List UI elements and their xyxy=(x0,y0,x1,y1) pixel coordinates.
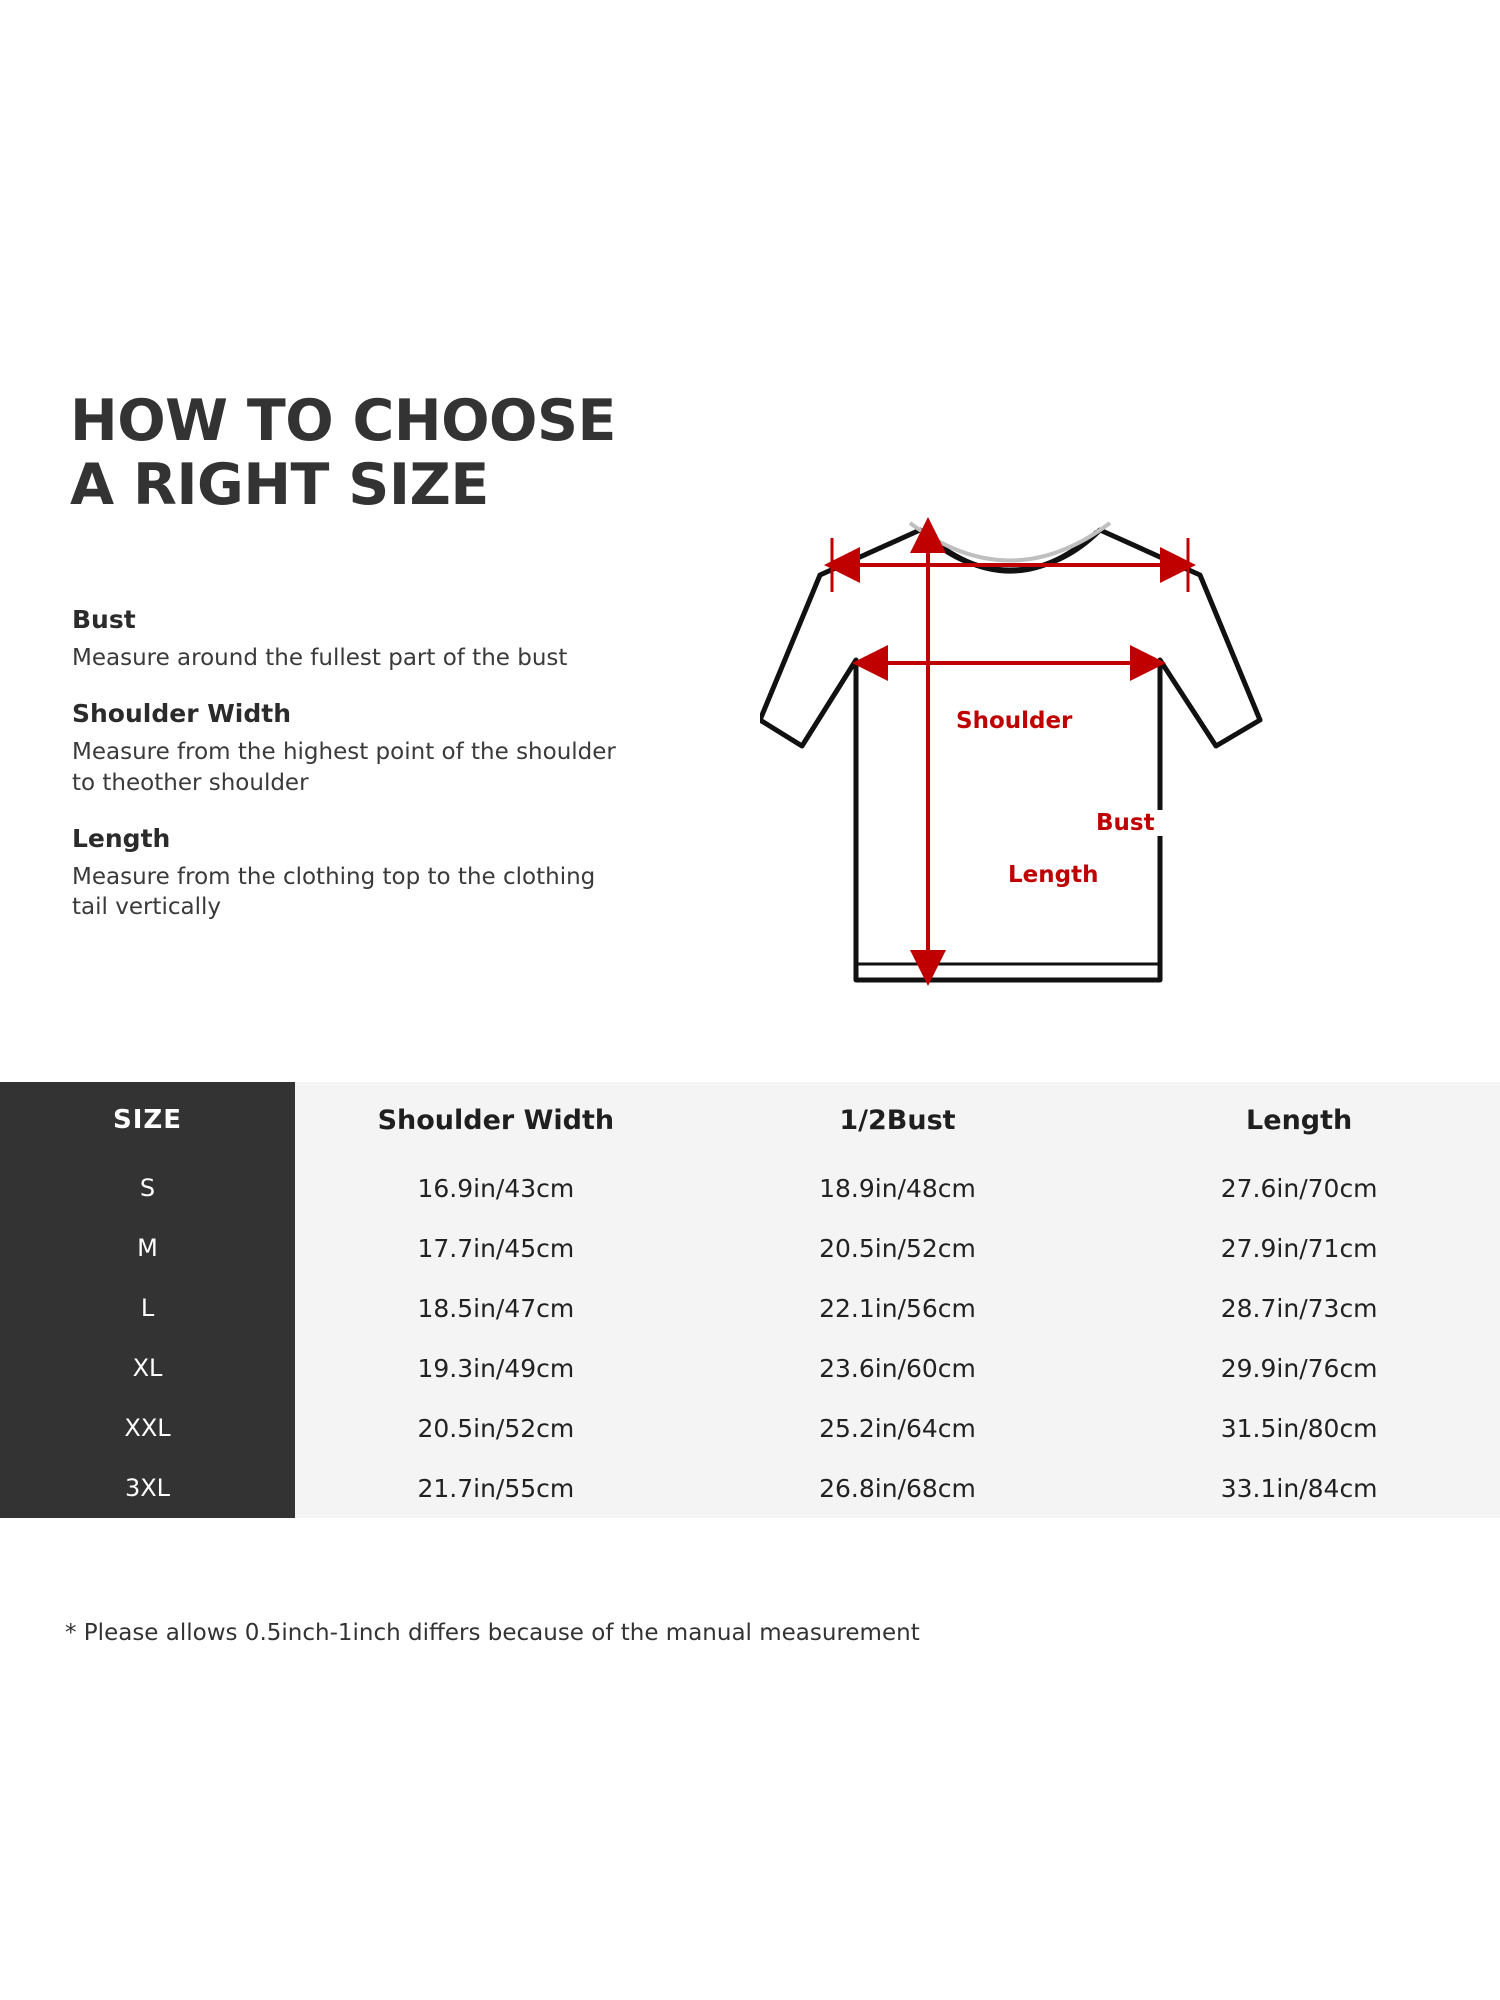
definition-term: Length xyxy=(72,824,171,854)
cell-shoulder-width: 21.7in/55cm xyxy=(295,1458,697,1518)
cell-half-bust: 22.1in/56cm xyxy=(697,1278,1099,1338)
column-header-half-bust: 1/2Bust xyxy=(697,1082,1099,1158)
page-title-line1: HOW TO CHOOSE xyxy=(70,388,616,454)
definition-description: Measure from the clothing top to the clothing tail vertically xyxy=(72,864,596,921)
length-label: Length xyxy=(1008,862,1099,888)
cell-shoulder-width: 19.3in/49cm xyxy=(295,1338,697,1398)
size-table-header xyxy=(0,1082,1500,1158)
table-row xyxy=(0,1158,1500,1218)
cell-length: 33.1in/84cm xyxy=(1098,1458,1500,1518)
cell-half-bust: 23.6in/60cm xyxy=(697,1338,1099,1398)
table-row xyxy=(0,1338,1500,1398)
cell-size: XL xyxy=(0,1338,295,1398)
table-row xyxy=(0,1218,1500,1278)
shoulder-label: Shoulder xyxy=(956,708,1073,734)
column-header-shoulder-width: Shoulder Width xyxy=(295,1082,697,1158)
page-title xyxy=(70,390,710,518)
definition-term: Shoulder Width xyxy=(72,699,292,729)
cell-size: 3XL xyxy=(0,1458,295,1518)
table-row xyxy=(0,1278,1500,1338)
cell-shoulder-width: 16.9in/43cm xyxy=(295,1158,697,1218)
cell-half-bust: 25.2in/64cm xyxy=(697,1398,1099,1458)
definition-description: Measure around the fullest part of the bust xyxy=(72,645,568,671)
cell-size: S xyxy=(0,1158,295,1218)
size-table-container xyxy=(0,1082,1500,1518)
table-row xyxy=(0,1458,1500,1518)
cell-shoulder-width: 18.5in/47cm xyxy=(295,1278,697,1338)
definition-bust xyxy=(72,605,672,673)
cell-half-bust: 18.9in/48cm xyxy=(697,1158,1099,1218)
cell-length: 27.6in/70cm xyxy=(1098,1158,1500,1218)
cell-half-bust: 26.8in/68cm xyxy=(697,1458,1099,1518)
size-table xyxy=(0,1082,1500,1518)
top-section xyxy=(0,360,1500,1080)
cell-size: L xyxy=(0,1278,295,1338)
column-header-size: SIZE xyxy=(0,1082,295,1158)
tshirt-outline-icon xyxy=(760,523,1260,980)
cell-length: 27.9in/71cm xyxy=(1098,1218,1500,1278)
bust-label: Bust xyxy=(1088,810,1163,836)
definition-length xyxy=(72,824,672,923)
cell-size: XXL xyxy=(0,1398,295,1458)
definition-term: Bust xyxy=(72,605,136,634)
measurement-footnote: * Please allows 0.5inch-1inch differs because of the manual measurement xyxy=(65,1620,920,1646)
tshirt-measurement-diagram xyxy=(760,360,1380,1020)
column-header-length: Length xyxy=(1098,1082,1500,1158)
cell-length: 29.9in/76cm xyxy=(1098,1338,1500,1398)
cell-shoulder-width: 20.5in/52cm xyxy=(295,1398,697,1458)
cell-half-bust: 20.5in/52cm xyxy=(697,1218,1099,1278)
cell-size: M xyxy=(0,1218,295,1278)
page-title-line2: A RIGHT SIZE xyxy=(70,451,489,518)
table-row xyxy=(0,1398,1500,1458)
definition-description: Measure from the highest point of the shoulder to theother shoulder xyxy=(72,739,616,796)
definitions-list xyxy=(72,605,672,949)
cell-shoulder-width: 17.7in/45cm xyxy=(295,1218,697,1278)
table-header-row xyxy=(0,1082,1500,1158)
cell-length: 31.5in/80cm xyxy=(1098,1398,1500,1458)
cell-length: 28.7in/73cm xyxy=(1098,1278,1500,1338)
definition-shoulder-width xyxy=(72,699,672,798)
size-table-body xyxy=(0,1158,1500,1518)
